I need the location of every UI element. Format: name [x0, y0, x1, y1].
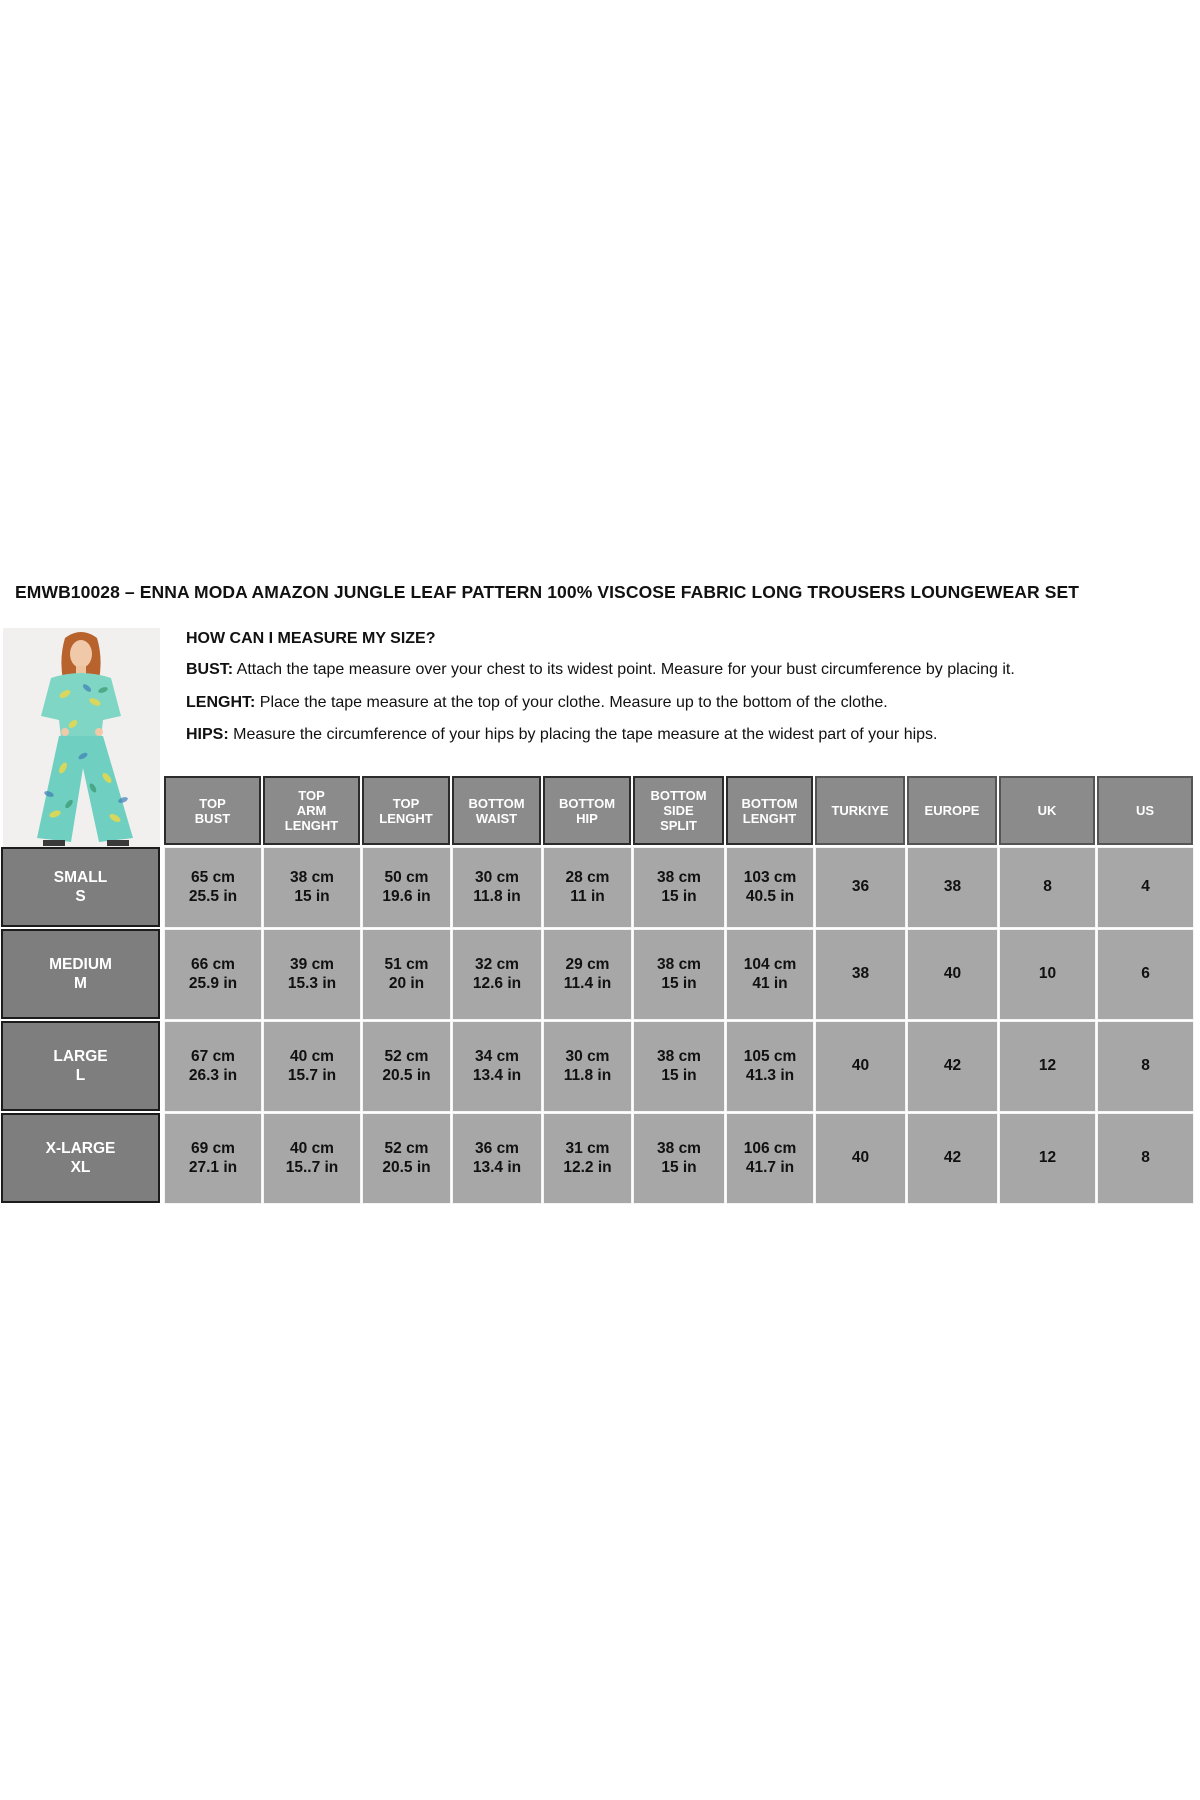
bust-text: Attach the tape measure over your chest to its widest point. Measure for your bust circumference by placing it. [236, 661, 1015, 678]
measurement-cell [1097, 1021, 1194, 1112]
value-line: 13.4 in [472, 1066, 522, 1084]
measurement-cell [999, 847, 1096, 928]
value-line: 15.7 in [287, 1066, 337, 1084]
value-line: 8 [1141, 1149, 1150, 1167]
value-line: 12 [1038, 1149, 1057, 1167]
header-line: SPLIT [660, 818, 697, 833]
value-line: 28 cm [565, 869, 610, 886]
value-line: 42 [943, 1057, 962, 1075]
length-text: Place the tape measure at the top of your clothe. Measure up to the bottom of the clothe. [259, 693, 888, 711]
measurement-cell [815, 847, 906, 928]
product-title: EMWB10028 – ENNA MODA AMAZON JUNGLE LEAF PATTERN 100% VISCOSE FABRIC LONG TROUSERS LOUNGEWEAR SET [15, 582, 1080, 602]
value-line: 11.8 in [563, 1066, 612, 1084]
value-line: 38 cm [657, 1140, 701, 1157]
header-line: BOTTOM [558, 795, 616, 811]
value-line: 65 cm [191, 869, 235, 886]
value-line: 36 [851, 878, 870, 896]
measurement-cell [362, 929, 451, 1020]
value-line: 11.4 in [563, 974, 612, 992]
value-line: 52 cm [384, 1048, 429, 1065]
value-line: 15 in [661, 974, 697, 992]
value-line: 66 cm [191, 956, 235, 973]
header-line: EUROPE [924, 803, 980, 818]
value-line: 6 [1141, 965, 1150, 983]
header-line: TOP [298, 788, 325, 803]
measure-question: HOW CAN I MEASURE MY SIZE? [186, 630, 436, 647]
measurement-cell [452, 1113, 542, 1204]
value-line: 32 cm [475, 956, 519, 973]
value-line: 52 cm [384, 1140, 429, 1157]
value-line: 31 cm [565, 1140, 610, 1157]
measurement-cell [633, 847, 725, 928]
value-line: 12.2 in [563, 1158, 612, 1176]
size-line: X-LARGE [45, 1140, 116, 1157]
value-line: 41.3 in [745, 1066, 795, 1084]
measurement-cell [263, 1113, 361, 1204]
size-line: SMALL [53, 869, 108, 886]
value-line: 36 cm [475, 1140, 519, 1157]
length-instruction [186, 693, 1186, 714]
measurement-cell [263, 929, 361, 1020]
measurement-cell [164, 1021, 262, 1112]
header-line: BOTTOM [741, 795, 798, 811]
value-line: 12.6 in [472, 974, 522, 992]
measurement-cell [1097, 929, 1194, 1020]
value-line: 8 [1043, 878, 1052, 896]
measurement-cell [164, 929, 262, 1020]
value-line: 42 [943, 1149, 962, 1167]
value-line: 39 cm [290, 956, 334, 973]
header-line: ARM [296, 803, 327, 818]
header-line: TOP [392, 795, 420, 811]
column-header [263, 776, 360, 845]
measurement-cell [543, 847, 632, 928]
value-line: 34 cm [475, 1048, 519, 1065]
measurement-cell [543, 929, 632, 1020]
header-line: SIDE [663, 803, 694, 818]
value-line: 40 cm [290, 1140, 334, 1157]
value-line: 15 in [661, 887, 697, 905]
value-line: 4 [1141, 878, 1150, 896]
measurement-cell [452, 1021, 542, 1112]
value-line: 8 [1141, 1057, 1150, 1075]
size-line: L [75, 1067, 86, 1084]
measurement-cell [999, 1113, 1096, 1204]
value-line: 40 [943, 965, 962, 983]
measurement-cell [452, 847, 542, 928]
bust-instruction [186, 660, 1186, 681]
value-line: 15..7 in [285, 1158, 339, 1176]
value-line: 40.5 in [745, 887, 795, 905]
value-line: 67 cm [191, 1048, 235, 1065]
value-line: 30 cm [475, 869, 519, 886]
value-line: 30 cm [565, 1048, 610, 1065]
measurement-cell [164, 1113, 262, 1204]
value-line: 104 cm [743, 956, 797, 973]
value-line: 20.5 in [382, 1158, 431, 1176]
size-line: XL [70, 1159, 91, 1176]
measurement-cell [999, 929, 1096, 1020]
size-label-cell [1, 847, 160, 927]
hips-label: HIPS: [186, 726, 229, 743]
measurement-cell [815, 929, 906, 1020]
value-line: 41 in [752, 974, 788, 992]
value-line: 19.6 in [382, 887, 431, 905]
value-line: 38 cm [657, 869, 701, 886]
column-header [1097, 776, 1193, 845]
measurement-cell [726, 1113, 814, 1204]
value-line: 50 cm [384, 869, 429, 886]
header-line: LENGHT [284, 818, 339, 833]
measurement-cell [633, 1113, 725, 1204]
value-line: 69 cm [191, 1140, 235, 1157]
measurement-cell [1097, 1113, 1194, 1204]
value-line: 20 in [388, 974, 425, 992]
header-line: WAIST [475, 810, 518, 826]
value-line: 38 [943, 878, 962, 896]
header-line: BOTTOM [650, 788, 707, 803]
measurement-cell [263, 847, 361, 928]
value-line: 11 in [570, 887, 605, 905]
value-line: 25.9 in [188, 974, 238, 992]
column-header [362, 776, 450, 845]
value-line: 38 [851, 965, 870, 983]
column-header [907, 776, 997, 845]
hips-text: Measure the circumference of your hips by placing the tape measure at the widest part of your hips. [233, 726, 938, 743]
measurement-cell [907, 929, 998, 1020]
header-line: UK [1037, 803, 1057, 818]
value-line: 40 [851, 1149, 870, 1167]
header-line: HIP [576, 810, 598, 826]
column-header [452, 776, 541, 845]
hips-instruction [186, 725, 1186, 746]
measurement-cell [263, 1021, 361, 1112]
size-line: LARGE [53, 1048, 108, 1065]
value-line: 15.3 in [287, 974, 337, 992]
value-line: 29 cm [565, 956, 610, 973]
size-label-cell [1, 1021, 160, 1111]
value-line: 13.4 in [472, 1158, 522, 1176]
size-line: MEDIUM [49, 956, 112, 973]
measurement-cell [999, 1021, 1096, 1112]
length-label: LENGHT: [186, 693, 256, 711]
header-line: TOP [199, 795, 226, 811]
value-line: 15 in [661, 1066, 697, 1084]
header-line: LENGHT [742, 810, 797, 826]
value-line: 38 cm [657, 956, 701, 973]
column-header [543, 776, 631, 845]
size-label-cell [1, 1113, 160, 1203]
value-line: 12 [1038, 1057, 1057, 1075]
column-header [726, 776, 813, 845]
size-line: M [74, 975, 87, 992]
column-header [164, 776, 261, 845]
column-header [999, 776, 1095, 845]
size-label-cell [1, 929, 160, 1019]
measurement-cell [362, 1113, 451, 1204]
header-line: US [1135, 803, 1155, 818]
measure-instructions [186, 630, 1186, 758]
value-line: 15 in [661, 1158, 697, 1176]
value-line: 26.3 in [188, 1066, 238, 1084]
value-line: 27.1 in [188, 1158, 238, 1176]
value-line: 20.5 in [382, 1066, 431, 1084]
header-line: TURKIYE [831, 803, 889, 818]
measurement-cell [815, 1021, 906, 1112]
value-line: 41.7 in [745, 1158, 795, 1176]
value-line: 103 cm [743, 869, 797, 886]
measurement-cell [815, 1113, 906, 1204]
measurement-cell [633, 929, 725, 1020]
bust-label: BUST: [186, 661, 234, 678]
value-line: 106 cm [743, 1140, 797, 1157]
header-line: BOTTOM [468, 795, 525, 811]
measurement-cell [1097, 847, 1194, 928]
column-header [815, 776, 905, 845]
column-header [633, 776, 724, 845]
model-figure [3, 628, 160, 850]
measurement-cell [543, 1021, 632, 1112]
value-line: 38 cm [290, 869, 334, 886]
measurement-cell [543, 1113, 632, 1204]
value-line: 40 cm [290, 1048, 334, 1065]
measurement-cell [907, 1113, 998, 1204]
header-line: BUST [194, 810, 231, 826]
measurement-cell [362, 1021, 451, 1112]
measurement-cell [726, 847, 814, 928]
size-line: S [75, 888, 86, 905]
measurement-cell [164, 847, 262, 928]
value-line: 10 [1038, 965, 1057, 983]
measurement-cell [362, 847, 451, 928]
value-line: 38 cm [657, 1048, 701, 1065]
value-line: 105 cm [743, 1048, 797, 1065]
value-line: 11.8 in [473, 887, 521, 905]
header-line: LENGHT [379, 810, 433, 826]
product-photo [3, 628, 160, 850]
measurement-cell [726, 1021, 814, 1112]
measurement-cell [633, 1021, 725, 1112]
measurement-cell [726, 929, 814, 1020]
value-line: 15 in [294, 887, 330, 905]
value-line: 40 [851, 1057, 870, 1075]
measurement-cell [452, 929, 542, 1020]
value-line: 51 cm [384, 956, 429, 973]
measurement-cell [907, 1021, 998, 1112]
value-line: 25.5 in [188, 887, 238, 905]
measurement-cell [907, 847, 998, 928]
